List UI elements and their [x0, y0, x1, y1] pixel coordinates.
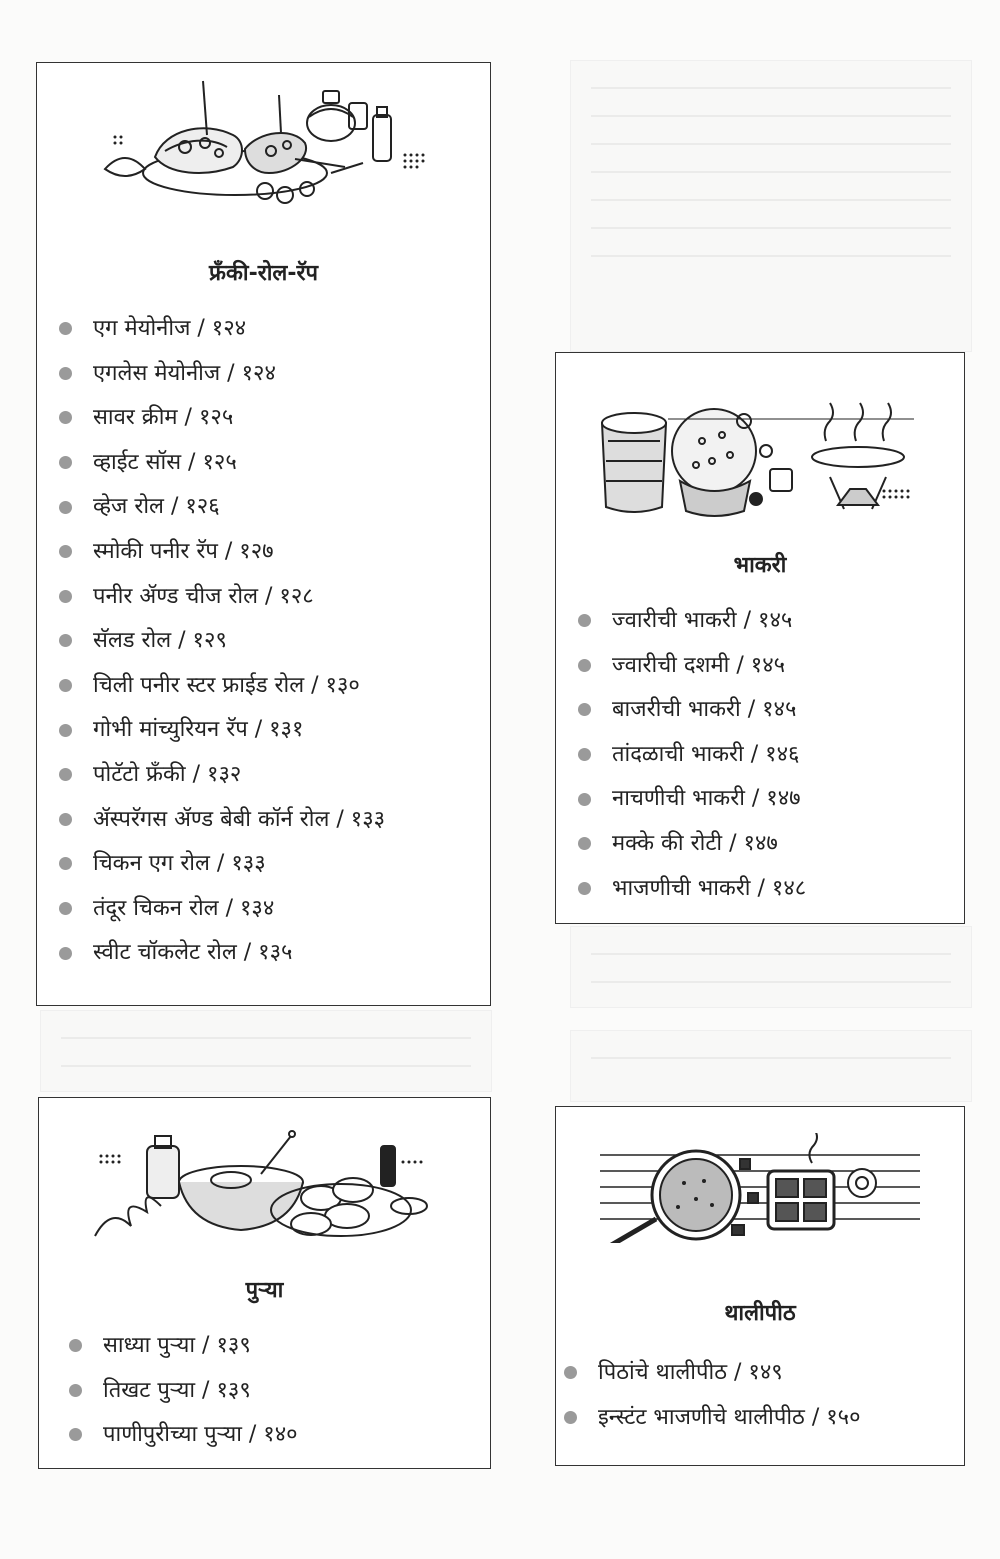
franky-roll-wrap-section	[36, 62, 491, 1006]
bhakri-stove-illustration	[594, 381, 924, 521]
list-item: चिली पनीर स्टर फ्राईड रोल / १३०	[59, 664, 385, 709]
bhakri-section	[555, 352, 965, 924]
bleed-through-panel	[570, 926, 972, 1008]
list-item: पिठांचे थालीपीठ / १४९	[564, 1351, 861, 1396]
list-item: पाणीपुरीच्या पुऱ्या / १४०	[69, 1413, 298, 1458]
list-item: पोटॅटो फ्रँकी / १३२	[59, 753, 385, 798]
list-item: सॅलड रोल / १२९	[59, 619, 385, 664]
list-item: एगलेस मेयोनीज / १२४	[59, 352, 385, 397]
thalipeeth-pan-illustration	[600, 1133, 920, 1243]
recipe-list	[69, 1324, 298, 1458]
list-item: तांदळाची भाकरी / १४६	[578, 733, 806, 778]
list-item: गोभी मांच्युरियन रॅप / १३१	[59, 708, 385, 753]
list-item: भाजणीची भाकरी / १४८	[578, 867, 806, 912]
list-item: व्हेज रोल / १२६	[59, 485, 385, 530]
list-item: व्हाईट सॉस / १२५	[59, 441, 385, 486]
list-item: साध्या पुऱ्या / १३९	[69, 1324, 298, 1369]
recipe-list	[59, 307, 385, 976]
list-item: एग मेयोनीज / १२४	[59, 307, 385, 352]
puri-section	[38, 1097, 491, 1469]
list-item: मक्के की रोटी / १४७	[578, 822, 806, 867]
list-item: पनीर ॲण्ड चीज रोल / १२८	[59, 575, 385, 620]
list-item: ज्वारीची दशमी / १४५	[578, 644, 806, 689]
section-title: भाकरी	[733, 553, 787, 578]
list-item: स्मोकी पनीर रॅप / १२७	[59, 530, 385, 575]
recipe-list	[578, 599, 806, 911]
puri-kadai-illustration	[91, 1126, 431, 1256]
list-item: ज्वारीची भाकरी / १४५	[578, 599, 806, 644]
list-item: सावर क्रीम / १२५	[59, 396, 385, 441]
list-item: तिखट पुऱ्या / १३९	[69, 1369, 298, 1414]
list-item: चिकन एग रोल / १३३	[59, 842, 385, 887]
section-title: थालीपीठ	[724, 1301, 796, 1326]
list-item: इन्स्टंट भाजणीचे थालीपीठ / १५०	[564, 1396, 861, 1441]
bleed-through-panel	[40, 1010, 492, 1092]
list-item: ॲस्परॅगस ॲण्ड बेबी कॉर्न रोल / १३३	[59, 798, 385, 843]
bleed-through-panel	[570, 60, 972, 352]
list-item: तंदूर चिकन रोल / १३४	[59, 887, 385, 932]
section-title: फ्रँकी-रोल-रॅप	[209, 261, 318, 286]
list-item: नाचणीची भाकरी / १४७	[578, 777, 806, 822]
section-title: पुऱ्या	[245, 1278, 284, 1303]
recipe-list	[564, 1351, 861, 1440]
list-item: स्वीट चॉकलेट रोल / १३५	[59, 931, 385, 976]
bleed-through-panel	[570, 1030, 972, 1102]
list-item: बाजरीची भाकरी / १४५	[578, 688, 806, 733]
rolls-wraps-plate-illustration	[95, 77, 435, 217]
thalipeeth-section	[555, 1106, 965, 1466]
